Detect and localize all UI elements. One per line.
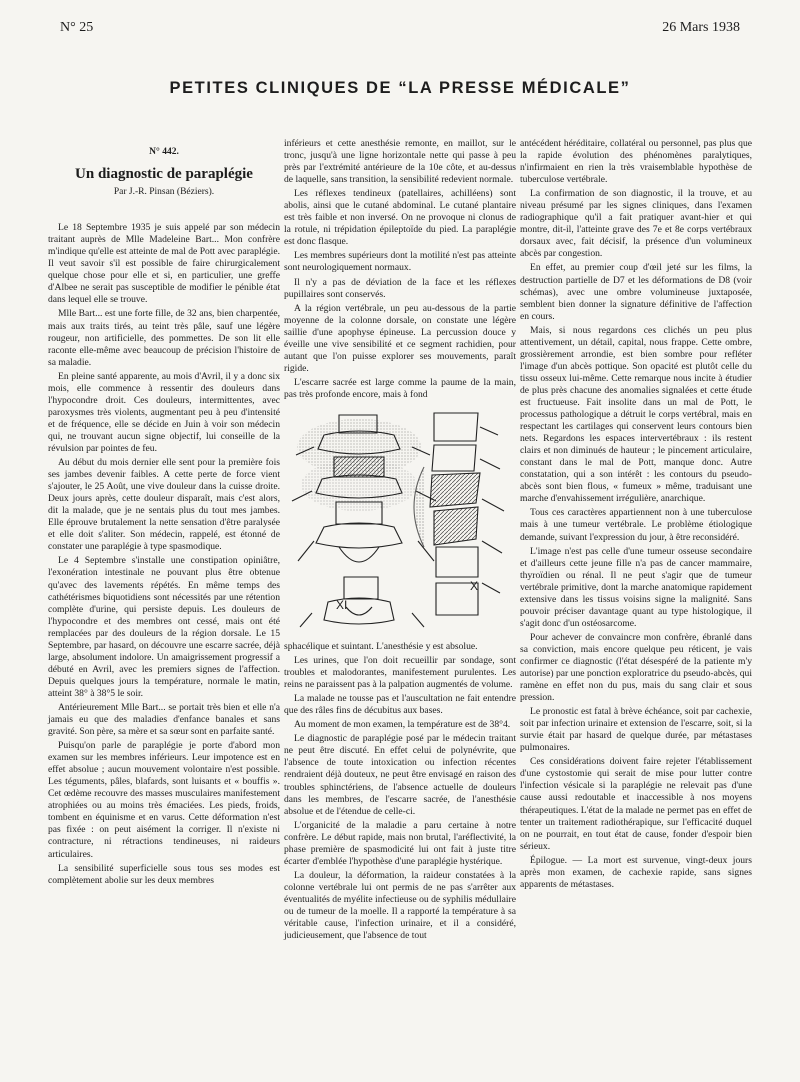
paragraph: L'escarre sacrée est large comme la paume de la main, pas très profonde encore, mais à fond [284, 376, 516, 400]
paragraph: Au début du mois dernier elle sent pour la première fois ses jambes devenir faibles. A cette perte de force vient s'ajouter, le 25 Août, une vive douleur dans la cuisse droite. Deux jours après, cette douleur disparaît, mais c'est alors, dit la malade, que je ne sentais plus du tout mes jambes. Elle éprouve brutalement la nette sensation d'être paralysée et elle doit s'aliter. Son médecin, rappelé, est étonné de constater une paraplégie à type spasmodique. [48, 457, 280, 553]
paragraph: Antérieurement Mlle Bart... se portait très bien et elle n'a jamais eu que des maladies d'enfance banales et sans gravité. Son père, sa mère et sa sœur sont en parfaite santé. [48, 701, 280, 738]
paragraph: Pour achever de convaincre mon confrère, ébranlé dans sa conviction, mais encore quelque peu réticent, je vais confirmer ce diagnostic (l'état désespéré de la patiente m'y autorise) par une ponction exploratrice du pseudo-abcès, qui ramène en effet non du pus, mais du sang clair et sous pression. [520, 631, 752, 704]
issue-number: N° 25 [60, 20, 94, 35]
paragraph: En pleine santé apparente, au mois d'Avril, il y a donc six mois, elle commence à ressentir des douleurs dans l'hypocondre droit. Ces douleurs, intermittentes, avec paroxysmes très violents, augmentant peu à peu d'intensité et de fréquence, elle se décide en Juin à voir son médecin qui, ne trouvant aucun signe objectif, lui conseille de la révulsion par pointes de feu. [48, 370, 280, 454]
paragraph: Le 4 Septembre s'installe une constipation opiniâtre, l'exonération intestinale ne pouvant plus être obtenue qu'avec des lavements répétés. En même temps des cathétérismes biquotidiens sont nécessités par une rétention complète d'urine, qui persiste depuis. Les douleurs de l'hypocondre et des membres ont cessé, mais ont été remplacées par des douleurs de la région dorsale. Le 15 Septembre, par hasard, on découvre une escarre sacrée, déjà large, absolument indolore. Un amaigrissement progressif a débuté en Avril, avec les premiers signes de l'affection. Depuis quelques jours la température, normale le matin, atteint 38° à 38°5 le soir. [48, 555, 280, 699]
paragraph: Le 18 Septembre 1935 je suis appelé par son médecin traitant auprès de Mlle Madeleine Bart... Mon confrère m'indique qu'elle est atteinte de mal de Pott avec paraplégie. Il veut savoir s'il est possible de faire chirurgicalement quelque chose pour elle et si, en particulier, une greffe d'Albee ne serait pas susceptible de modifier le pénible état dans lequel elle se trouve. [48, 222, 280, 306]
epilogue: Épilogue. — La mort est survenue, vingt-deux jours après mon examen, de cachexie rapide, sans signes apparents de métastases. [520, 854, 752, 890]
lateral-view-diagram [414, 413, 504, 615]
paragraph: La confirmation de son diagnostic, il la trouve, et au niveau présumé par les signes cliniques, dans l'examen radiographique qu'il a fait pratiquer avant-hier et qui montre, dit-il, l'atteinte grave des 7e et 8e corps vertébraux dorsaux avec, fait décisif, la présence d'un volumineux abcès par congestion. [520, 188, 752, 260]
paragraph: La malade ne tousse pas et l'auscultation ne fait entendre que des râles fins de décubitus aux bases. [284, 693, 516, 717]
vertebra-label-xi: XI [336, 597, 348, 612]
paragraph: Ces considérations doivent faire rejeter l'établissement d'une cystostomie qui serait de mise pour lutter contre l'infection vésicale si la paraplégie ne relevait pas d'une cause aussi redoutable et inaccessible à nos moyens thérapeutiques. L'état de la malade ne permet pas en effet de tenter un traitement radiothérapique, sur l'efficacité duquel on ne pourrait, en tout état de cause, fonder d'espoir bien sérieux. [520, 756, 752, 852]
spine-diagram-figure [284, 407, 516, 635]
article-byline: Par J.-R. Pinsan (Béziers). [113, 187, 215, 198]
column-2 [284, 138, 516, 944]
paragraph: Mais, si nous regardons ces clichés un peu plus attentivement, un détail, capital, nous frappe. Cette ombre, grossièrement arrondie, est bien sombre pour refléter l'image d'un abcès pottique. Son opacité est plutôt celle du tissu osseux lui-même. Cette remarque nous incite à étudier de plus près chacune des anomalies signalées et cette étude est fructueuse. Fait insolite dans un mal de Pott, le processus pathologique a détruit le corps vertébral, mais en respectant les cartilages qui conservent leurs contours bien nets. Regardons les espaces intervertébraux : ils restent clairs et non diminués de hauteur ; le pincement articulaire, constant dans le mal de Pott, manque donc. Autre constatation, qui a son intérêt : les contours du pseudo-abcès sont bien flous, « fumeux » même, traduisant une marche d'envahissement irrégulière, anarchique. [520, 324, 752, 505]
paragraph: Les urines, que l'on doit recueillir par sondage, sont troubles et malodorantes, manifestement purulentes. Les reins ne paraissent pas à la palpation augmentés de volume. [284, 655, 516, 691]
paragraph: antécédent héréditaire, collatéral ou personnel, pas plus que la rapide évolution des phénomènes paralytiques, n'infirmaient en rien la très vraisemblable hypothèse de tuberculose vertébrale. [520, 138, 752, 186]
paragraph: Mlle Bart... est une forte fille, de 32 ans, bien charpentée, mais aux traits tirés, au teint très pâle, sauf une légère rougeur, non artificielle, des pommettes. De son lit elle raconte elle-même avec beaucoup de précision l'histoire de sa maladie. [48, 308, 280, 368]
paragraph: Le pronostic est fatal à brève échéance, soit par cachexie, soit par infection urinaire et extension de l'escarre, soit, si la survie était par hasard de quelque durée, par métastases pulmonaires. [520, 706, 752, 754]
paragraph: La douleur, la déformation, la raideur constatées à la colonne vertébrale lui ont permis de ne pas s'arrêter aux éventualités de myélite infectieuse ou de syphilis médullaire ou de tumeur de la moelle. Il a rapporté la température à sa véritable cause, l'infection urinaire, et il a considéré, judicieusement, que l'absence de tout [284, 869, 516, 942]
column-3 [520, 138, 752, 893]
paragraph: Au moment de mon examen, la température est de 38°4. [294, 719, 511, 731]
article-number: N° 442. [149, 147, 179, 157]
paragraph: Puisqu'on parle de paraplégie je porte d'abord mon examen sur les membres inférieurs. Leur impotence est en effet absolue ; aucun mouvement volontaire n'est possible. Les téguments, pâles, blafards, sont luisants et « bouffis ». Cet œdème recouvre des masses musculaires manifestement atrophiées ou au moins très émaciées. Les pieds, froids, tombent en équinisme et en varus. Cette déformation n'est pas fixée : on peut aisément la corriger. Il n'existe ni contracture, ni rétractions tendineuses, ni raideurs articulaires. [48, 740, 280, 860]
paragraph: Tous ces caractères appartiennent non à une tuberculose mais à une tumeur vertébrale. Le problème étiologique demande, suivant l'expression du jour, à être reconsidéré. [520, 507, 752, 543]
paragraph: En effet, au premier coup d'œil jeté sur les films, la destruction partielle de D7 et les déformations de D8 (voir schémas), avec une ombre volumineuse juxtaposée, semblent bien donner la signature définitive de l'affection en cours. [520, 262, 752, 322]
paragraph: A la région vertébrale, un peu au-dessous de la partie moyenne de la colonne dorsale, on constate une légère saillie d'une apophyse épineuse. La percussion douce y éveille une vive sensibilité et ce segment rachidien, pour autant que l'on puisse explorer ses mouvements, paraît rigide. [284, 302, 516, 374]
posterior-view-diagram [292, 415, 436, 627]
paragraph: L'organicité de la maladie a paru certaine à notre confrère. Le début rapide, mais non brutal, l'aréflectivité, la phase première de spasmodicité lui ont fait à juste titre écarter d'emblée l'hypothèse d'une paraplégie hystérique. [284, 819, 516, 867]
paragraph: Les réflexes tendineux (patellaires, achilléens) sont abolis, ainsi que le cutané abdominal. Le cutané plantaire est très faible et non inversé. On ne provoque ni clonus de la rotule, ni trépidation épileptoïde du pied. La paraplégie est donc flasque. [284, 188, 516, 248]
issue-date: 26 Mars 1938 [662, 20, 740, 35]
paragraph: Les membres supérieurs dont la motilité n'est pas atteinte sont neurologiquement normaux. [284, 250, 516, 274]
column-1 [48, 146, 280, 889]
series-title: PETITES CLINIQUES DE “LA PRESSE MÉDICALE” [169, 79, 631, 97]
spine-diagram [284, 407, 516, 635]
vertebra-label-x: X [470, 578, 479, 593]
paragraph: Il n'y a pas de déviation de la face et les réflexes pupillaires sont conservés. [284, 276, 516, 300]
paragraph: sphacélique et suintant. L'anesthésie y est absolue. [284, 640, 478, 652]
paragraph: La sensibilité superficielle sous tous ses modes est complètement abolie sur les deux membres [48, 862, 280, 886]
paragraph: Le diagnostic de paraplégie posé par le médecin traitant ne peut être discuté. En effet celui de polynévrite, que l'absence de toute intoxication ou infection récentes rendraient déjà douteux, ne peut être envisagé en raison des troubles sphinctériens, de l'absence actuelle de douleurs dans les membres, de l'escarre sacrée, de l'anesthésie absolue et de l'étendue de celle-ci. [284, 733, 516, 817]
paragraph: L'image n'est pas celle d'une tumeur osseuse secondaire et d'ailleurs cette jeune fille n'a pas de cancer mammaire, thyroïdien ou rénal. Il ne peut s'agir que de tumeur vertébrale primitive, dont la marche anatomique rapidement extensive dans les tissus voisins signe la malignité. Sans pouvoir préciser davantage quant au type histologique, il s'agit donc d'un ostéosarcome. [520, 545, 752, 629]
article-title: Un diagnostic de paraplégie [75, 166, 253, 183]
paragraph: inférieurs et cette anesthésie remonte, en maillot, sur le tronc, jusqu'à une ligne horizontale nette qui passe à peu près par l'extrémité antérieure de la 10e côte, et au-dessus de laquelle, sans transition, la sensibilité redevient normale. [284, 138, 516, 186]
